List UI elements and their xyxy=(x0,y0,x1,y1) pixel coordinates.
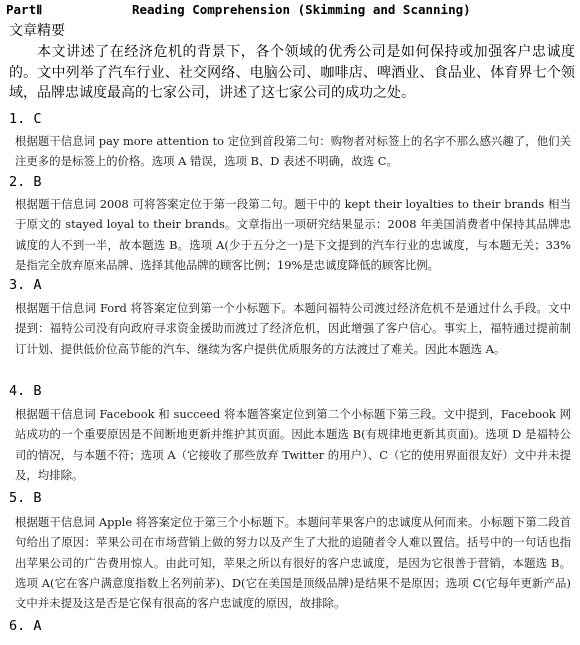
answer-1-number: 1. C xyxy=(9,111,42,127)
answer-3-explanation: 根据题干信息词 Ford 将答案定位到第一个小标题下。本题问福特公司渡过经济危机不是通过什么手段。文中提到：福特公司没有向政府寻求资金援助而渡过了经济危机，因此增强了客户信心。事实上，福特通过提前制订计划、提供低价位高节能的汽车、继续为客户提供优质服务的方法渡过了难关。因此本题选 A。 xyxy=(15,301,571,356)
answer-6-number: 6. A xyxy=(9,618,42,634)
answer-4-number: 4. B xyxy=(9,383,42,399)
answer-2-explanation: 根据题干信息词 2008 可将答案定位于第一段第二句。题干中的 kept their loyalties to their brands 相当于原文的 stayed loyal to their brands。文章指出一项研究结果显示：2008 年美国消费者中保持其品牌忠诚度的人不到一半，故本题选 B。选项 A(少于五分之一)是下文提到的汽车行业的忠诚度，与本题无关；33%是指完全放弃原来品牌、选择其他品牌的顾客比例；19%是忠诚度降低的顾客比例。 xyxy=(15,197,571,272)
section-header xyxy=(6,2,576,20)
answer-2-number: 2. B xyxy=(9,174,42,190)
answer-4-explanation: 根据题干信息词 Facebook 和 succeed 将本题答案定位到第二个小标题下第三段。文中提到，Facebook 网站成功的一个重要原因是不间断地更新并维护其页面。因此本题选 B(有规律地更新其页面)。选项 D 是福特公司的情况，与本题不符；选项 A（它接收了那些放弃 Twitter 的用户）、C（它的使用界面很友好）文中并未提及，均排除。 xyxy=(15,407,571,482)
summary-heading: 文章精要 xyxy=(9,23,65,39)
answer-5-number: 5. B xyxy=(9,490,42,506)
summary-paragraph: 本文讲述了在经济危机的背景下，各个领域的优秀公司是如何保持或加强客户忠诚度的。文中列举了汽车行业、社交网络、电脑公司、咖啡店、啤酒业、食品业、体育界七个领域，品牌忠诚度最高的七家公司，讲述了这七家公司的成功之处。 xyxy=(9,44,575,101)
section-title: Reading Comprehension (Skimming and Scanning) xyxy=(132,2,471,17)
answer-1-explanation: 根据题干信息词 pay more attention to 定位到首段第二句：购物者对标签上的名字不那么感兴趣了，他们关注更多的是标签上的价格。选项 A 错误，选项 B、D 表述不明确，故选 C。 xyxy=(15,134,571,169)
part-label: PartⅡ xyxy=(6,2,43,17)
answer-5-explanation: 根据题干信息词 Apple 将答案定位于第三个小标题下。本题问苹果客户的忠诚度从何而来。小标题下第二段首句给出了原因：苹果公司在市场营销上做的努力以及产生了大批的追随者令人难以置信。括号中的一句话也指出苹果公司的广告费用惊人。由此可知，苹果之所以有很好的客户忠诚度，是因为它很善于营销，本题选 B。选项 A(它在客户满意度指数上名列前茅)、D(它在美国是顶级品牌)是结果不是原因；选项 C(它每年更新产品)文中并未提及这是否是它保有很高的客户忠诚度的原因，故排除。 xyxy=(15,515,571,611)
answer-3-number: 3. A xyxy=(9,277,42,293)
